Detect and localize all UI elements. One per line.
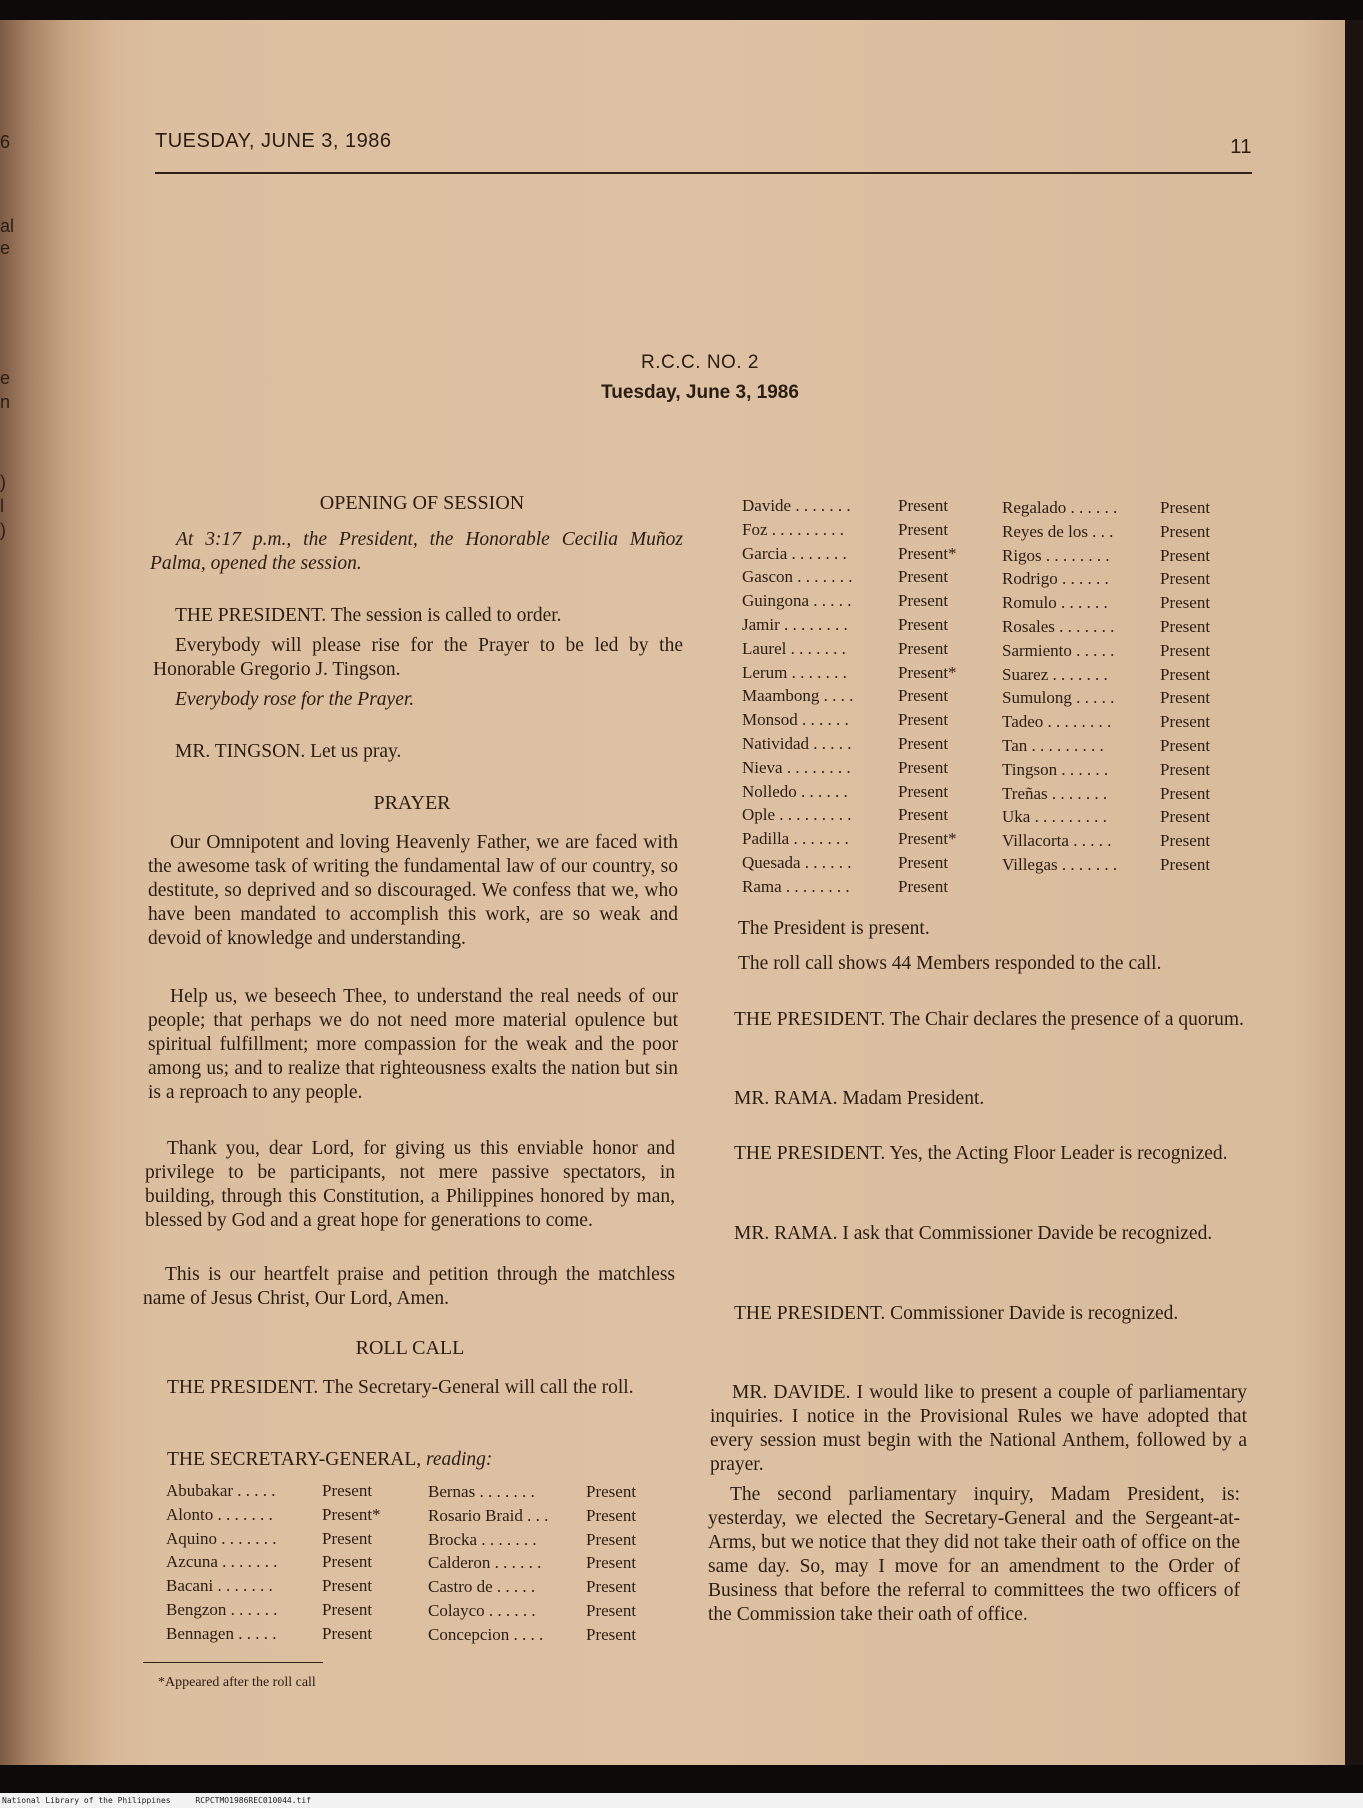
prev-page-fragment: e xyxy=(0,368,11,388)
session-date: Tuesday, June 3, 1986 xyxy=(601,382,799,403)
member-name: Concepcion . . . . xyxy=(428,1624,544,1644)
prayer-paragraph-1: Our Omnipotent and loving Heavenly Father, we are faced with the awesome task of writing the fundamental law of our country, so destitute, so deprived and so discouraged. We confess that we, who have been mandated to accomplish this work, are so weak and devoid of knowledge and understanding. xyxy=(148,832,678,949)
member-name: Jamir . . . . . . . . xyxy=(742,614,848,634)
member-status: Present xyxy=(586,1577,637,1597)
member-name: Foz . . . . . . . . . xyxy=(742,519,844,539)
member-name: Tadeo . . . . . . . . xyxy=(1002,712,1112,732)
member-status: Present xyxy=(898,852,949,872)
member-status: Present* xyxy=(898,662,957,682)
member-status: Present xyxy=(586,1624,637,1644)
quorum-declaration: THE PRESIDENT. The Chair declares the presence of a quorum. xyxy=(734,1009,1244,1030)
rollcall-result: The roll call shows 44 Members responded to the call. xyxy=(738,953,1162,974)
opening-paragraph: At 3:17 p.m., the President, the Honorable Cecilia Muñoz Palma, opened the session. xyxy=(150,529,683,574)
member-status: Present xyxy=(1160,807,1211,827)
secretary-general-line xyxy=(167,1448,687,1472)
member-status: Present xyxy=(322,1481,373,1500)
member-status: Present xyxy=(898,496,949,515)
member-name: Bacani . . . . . . . xyxy=(166,1576,273,1596)
member-status: Present xyxy=(1160,569,1211,589)
member-status: Present xyxy=(898,614,949,634)
member-name: Alonto . . . . . . . xyxy=(166,1504,273,1524)
member-status: Present xyxy=(1160,498,1211,517)
member-name: Rigos . . . . . . . . xyxy=(1002,545,1110,565)
member-name: Villacorta . . . . . xyxy=(1002,831,1112,851)
scan-edge xyxy=(1345,20,1363,1765)
member-name: Bennagen . . . . . xyxy=(166,1623,277,1643)
member-status: Present xyxy=(586,1600,637,1620)
member-status: Present xyxy=(1160,616,1211,636)
member-status: Present xyxy=(898,591,949,611)
member-status: Present xyxy=(898,638,949,658)
member-name: Abubakar . . . . . xyxy=(166,1481,276,1500)
member-status: Present xyxy=(898,805,949,825)
prayer-paragraph-4: This is our heartfelt praise and petition through the matchless name of Jesus Christ, Our Lord, Amen. xyxy=(143,1264,675,1309)
member-status: Present xyxy=(898,686,949,706)
member-name: Nieva . . . . . . . . xyxy=(742,757,851,777)
member-name: Gascon . . . . . . . xyxy=(742,567,853,587)
member-status: Present xyxy=(1160,664,1211,684)
member-name: Rosales . . . . . . . xyxy=(1002,616,1115,636)
member-name: Davide . . . . . . . xyxy=(742,496,851,515)
member-name: Monsod . . . . . . xyxy=(742,710,849,730)
member-name: Romulo . . . . . . xyxy=(1002,593,1108,613)
rollcall-call: THE PRESIDENT. The Secretary-General will call the roll. xyxy=(167,1377,634,1398)
prayer-heading: PRAYER xyxy=(373,792,451,814)
member-name: Garcia . . . . . . . xyxy=(742,543,847,563)
davide-inquiry-2: The second parliamentary inquiry, Madam President, is: yesterday, we elected the Secretary-General and the Sergeant-at-Arms, but we notice that they did not take their oath of office on the same day. So, may I move for an amendment to the Order of Business that before the referral to committees the two officers of the Commission take their oath of office. xyxy=(708,1484,1240,1625)
prev-page-fragment: n xyxy=(0,392,11,412)
member-status: Present xyxy=(586,1505,637,1525)
member-name: Uka . . . . . . . . . xyxy=(1002,807,1107,827)
member-status: Present xyxy=(1160,759,1211,779)
member-status: Present xyxy=(898,567,949,587)
member-name: Bernas . . . . . . . xyxy=(428,1482,535,1501)
member-status: Present xyxy=(1160,593,1211,613)
member-name: Tingson . . . . . . xyxy=(1002,759,1109,779)
member-name: Laurel . . . . . . . xyxy=(742,638,846,658)
member-name: Colayco . . . . . . xyxy=(428,1600,536,1620)
member-name: Maambong . . . . xyxy=(742,686,854,706)
member-name: Reyes de los . . . xyxy=(1002,521,1114,541)
prev-page-fragment: ) xyxy=(0,520,6,540)
prayer-invitation: Everybody will please rise for the Prayer to be led by the Honorable Gregorio J. Tingson. xyxy=(153,635,683,680)
member-name: Natividad . . . . . xyxy=(742,733,852,753)
member-name: Tan . . . . . . . . . xyxy=(1002,735,1104,755)
president-recognizes-davide: THE PRESIDENT. Commissioner Davide is recognized. xyxy=(734,1303,1179,1324)
member-name: Rosario Braid . . . xyxy=(428,1505,549,1525)
scan-library: National Library of the Philippines xyxy=(2,1796,171,1805)
member-status: Present xyxy=(322,1576,373,1596)
member-status: Present xyxy=(1160,735,1211,755)
member-name: Lerum . . . . . . . xyxy=(742,662,847,682)
member-status: Present xyxy=(322,1599,373,1619)
scan-file: RCPCTMO1986REC010044.tif xyxy=(195,1796,311,1805)
prev-page-fragment: 6 xyxy=(0,132,11,152)
member-status: Present xyxy=(586,1553,637,1573)
rama-line-1: MR. RAMA. Madam President. xyxy=(734,1088,985,1109)
member-status: Present xyxy=(1160,783,1211,803)
member-status: Present* xyxy=(898,543,957,563)
member-name: Rodrigo . . . . . . xyxy=(1002,569,1109,589)
rama-line-2: MR. RAMA. I ask that Commissioner Davide be recognized. xyxy=(734,1223,1213,1244)
member-status: Present xyxy=(322,1623,373,1643)
member-name: Sumulong . . . . . xyxy=(1002,688,1115,708)
member-status: Present* xyxy=(898,829,957,849)
prev-page-fragment: l xyxy=(0,496,4,516)
member-name: Nolledo . . . . . . xyxy=(742,781,848,801)
member-status: Present xyxy=(586,1529,637,1549)
member-name: Ople . . . . . . . . . xyxy=(742,805,852,825)
scan-footer xyxy=(0,1793,1363,1808)
footnote: *Appeared after the roll call xyxy=(158,1675,316,1690)
member-name: Suarez . . . . . . . xyxy=(1002,664,1108,684)
reading-label: reading: xyxy=(425,1449,493,1470)
member-name: Bengzon . . . . . . xyxy=(166,1599,278,1619)
member-status: Present xyxy=(322,1528,373,1548)
member-status: Present xyxy=(1160,854,1211,874)
member-name: Padilla . . . . . . . xyxy=(742,829,849,849)
prev-page-fragment: e xyxy=(0,238,11,258)
member-status: Present xyxy=(1160,521,1211,541)
member-name: Azcuna . . . . . . . xyxy=(166,1552,278,1572)
member-name: Regalado . . . . . . xyxy=(1002,498,1118,517)
prev-page-fragment: ) xyxy=(0,472,6,492)
secretary-general-label: THE SECRETARY-GENERAL, xyxy=(167,1449,422,1470)
page-number: 11 xyxy=(1230,136,1252,158)
session-title: R.C.C. NO. 2 xyxy=(641,352,759,373)
prayer-paragraph-2: Help us, we beseech Thee, to understand the real needs of our people; that perhaps we do not need more material opulence but spiritual fulfillment; more compassion for the weak and the poor among us; and to realize that righteousness exalts the nation but sin is a reproach to any people. xyxy=(148,986,678,1103)
member-status: Present xyxy=(1160,831,1211,851)
member-status: Present xyxy=(1160,640,1211,660)
header-rule xyxy=(155,172,1252,174)
member-name: Aquino . . . . . . . xyxy=(166,1528,277,1548)
tingson-line: MR. TINGSON. Let us pray. xyxy=(175,741,402,762)
stage-direction: Everybody rose for the Prayer. xyxy=(175,689,415,710)
member-status: Present xyxy=(1160,688,1211,708)
member-name: Sarmiento . . . . . xyxy=(1002,640,1115,660)
member-status: Present* xyxy=(322,1504,381,1524)
member-name: Villegas . . . . . . . xyxy=(1002,854,1118,874)
member-status: Present xyxy=(898,710,949,730)
president-recognizes-floor-leader: THE PRESIDENT. Yes, the Acting Floor Leader is recognized. xyxy=(734,1143,1228,1164)
document-page xyxy=(0,20,1350,1765)
member-status: Present xyxy=(322,1552,373,1572)
member-name: Guingona . . . . . xyxy=(742,591,852,611)
member-name: Rama . . . . . . . . xyxy=(742,876,850,896)
prev-page-fragment: al xyxy=(0,216,15,236)
president-call-to-order: THE PRESIDENT. The session is called to order. xyxy=(175,605,562,626)
president-present: The President is present. xyxy=(738,918,930,939)
member-status: Present xyxy=(898,876,949,896)
rollcall-heading: ROLL CALL xyxy=(355,1337,465,1359)
davide-inquiry-1: MR. DAVIDE. I would like to present a couple of parliamentary inquiries. I notice in the Provisional Rules we have adopted that every session must begin with the National Anthem, followed by a prayer. xyxy=(710,1382,1247,1475)
member-status: Present xyxy=(898,781,949,801)
member-name: Treñas . . . . . . . xyxy=(1002,783,1108,803)
member-name: Castro de . . . . . xyxy=(428,1577,536,1597)
prayer-paragraph-3: Thank you, dear Lord, for giving us this enviable honor and privilege to be participants, not mere passive spectators, in building, through this Constitution, a Philippines honored by man, blessed by God and a great hope for generations to come. xyxy=(145,1138,675,1231)
opening-heading: OPENING OF SESSION xyxy=(319,492,525,514)
member-status: Present xyxy=(1160,545,1211,565)
member-status: Present xyxy=(1160,712,1211,732)
footnote-rule xyxy=(143,1662,323,1663)
member-status: Present xyxy=(586,1482,637,1501)
member-status: Present xyxy=(898,733,949,753)
member-name: Brocka . . . . . . . xyxy=(428,1529,537,1549)
member-name: Calderon . . . . . . xyxy=(428,1553,542,1573)
header-date: TUESDAY, JUNE 3, 1986 xyxy=(155,130,392,152)
member-name: Quesada . . . . . . xyxy=(742,852,852,872)
member-status: Present xyxy=(898,757,949,777)
member-status: Present xyxy=(898,519,949,539)
